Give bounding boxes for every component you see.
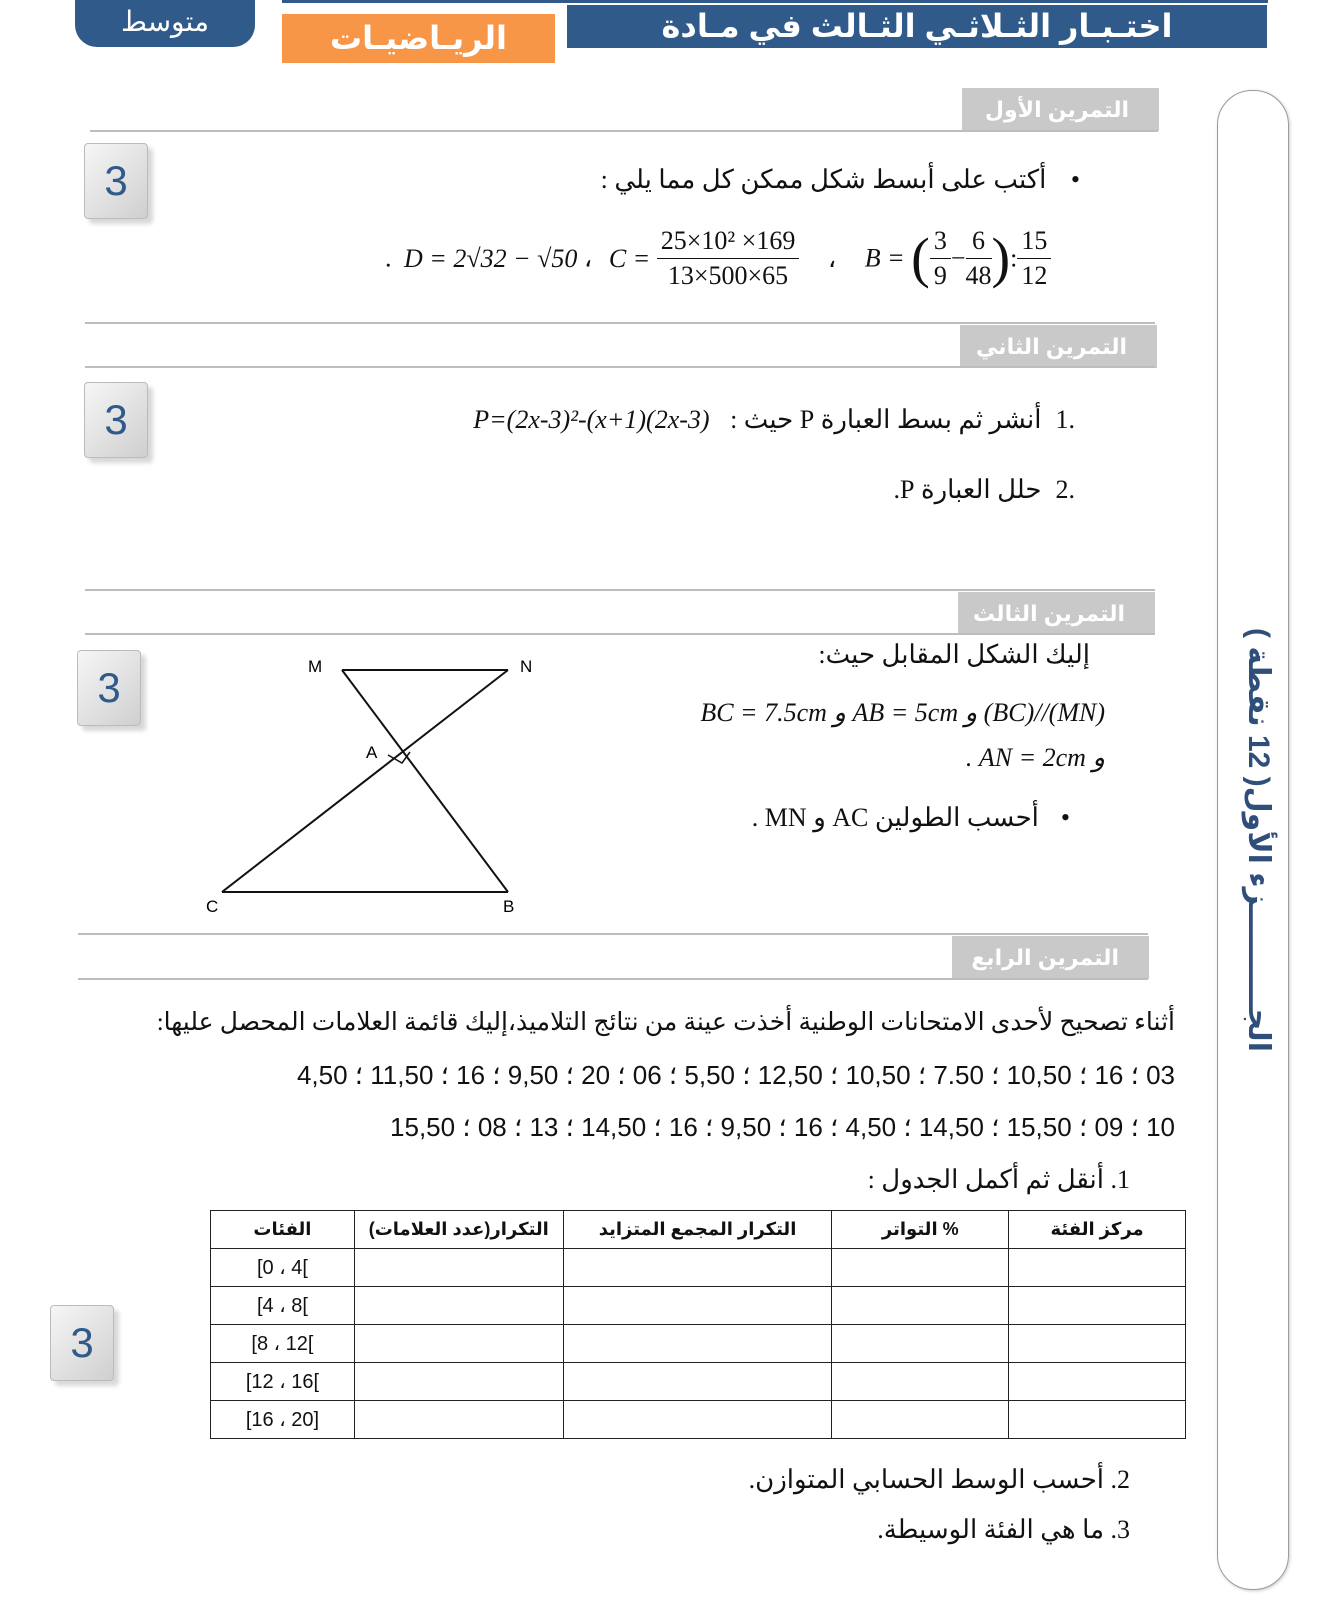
separator: ، (827, 243, 837, 273)
exercise1-score-badge (84, 143, 148, 219)
exercise3-top-rule (85, 589, 1155, 591)
exam-title: اختـبـار الثـلاثـي الثـالث في مـادة (567, 5, 1267, 48)
expr-D: D = 2√32 − √50 (404, 243, 578, 273)
exercise3-task: •أحسب الطولين AC و MN . (751, 803, 1070, 832)
expr-B-frac2: $\frac{6}{48}$ (965, 226, 992, 290)
exercise1-instruction: • أكتب على أبسط شكل ممكن كل مما يلي : (600, 165, 1080, 194)
colon: : (1010, 243, 1018, 273)
empty-cell[interactable] (563, 1249, 832, 1287)
end-dot: . (385, 243, 392, 273)
exercise2-q1: .1أنشر ثم بسط العبارة P حيث : P=(2x-3)²-(x+1)(2x-3) (473, 405, 1075, 434)
segment-MB (342, 670, 508, 892)
exercise4-intro: أثناء تصحيح لأحدى الامتحانات الوطنية أخذت عينة من نتائج التلاميذ،إليك قائمة العلامات المحصل عليها: (156, 1009, 1175, 1036)
table-header-row (211, 1211, 1186, 1249)
empty-cell[interactable] (354, 1249, 563, 1287)
separator: ، (583, 243, 593, 273)
expr-B-frac1: $\frac{3}{9}$ (930, 224, 951, 293)
empty-cell[interactable] (832, 1325, 1009, 1363)
expr-C-label: C = (608, 243, 651, 273)
exercise4-q1: 1. أنقل ثم أكمل الجدول : (867, 1165, 1130, 1194)
exercise1-rule (90, 130, 1158, 132)
subject-banner: الريـاضيـات (282, 14, 555, 63)
empty-cell[interactable] (354, 1401, 563, 1439)
exercise4-q2: 2. أحسب الوسط الحسابي المتوازن. (748, 1465, 1130, 1494)
empty-cell[interactable] (832, 1287, 1009, 1325)
paren-close: ) (991, 227, 1011, 290)
table-row (211, 1325, 1186, 1363)
exercise4-top-rule (78, 933, 1148, 935)
label-N: N (520, 657, 533, 676)
empty-cell[interactable] (354, 1325, 563, 1363)
expr-B-label: B = (864, 243, 905, 273)
table-row (211, 1287, 1186, 1325)
empty-cell[interactable] (832, 1401, 1009, 1439)
empty-cell[interactable] (354, 1287, 563, 1325)
exercise4-score: 3 (70, 1319, 94, 1366)
exercise3-rule (85, 633, 1155, 635)
label-A: A (366, 743, 378, 762)
segment-NC (222, 670, 508, 892)
expr-C-fraction: $\frac{\text{25×10² ×169}}{13\times 500\times 65}$ (657, 224, 800, 293)
empty-cell[interactable] (1009, 1287, 1186, 1325)
header-class: الفئات (211, 1211, 355, 1249)
exercise4-q3: 3. ما هي الفئة الوسيطة. (877, 1515, 1130, 1544)
level-badge: متوسط (75, 0, 255, 47)
header-relative: التواتر % (832, 1211, 1009, 1249)
empty-cell[interactable] (563, 1401, 832, 1439)
class-cell: [0 ، 4[ (211, 1249, 355, 1287)
frequency-table (210, 1210, 1186, 1439)
exercise2-top-rule (85, 322, 1155, 324)
table-row (211, 1401, 1186, 1439)
exercise3-given1: (MN)//(BC) و AB = 5cm و BC = 7.5cm (700, 698, 1105, 727)
exercise3-given2: و AN = 2cm . (965, 743, 1105, 772)
exercise2-q2: .2حلل العبارة P. (893, 475, 1075, 504)
header-frequency: التكرار(عدد العلامات) (354, 1211, 563, 1249)
grades-row-2: 10 ؛ 09 ؛ 15,50 ؛ 14,50 ؛ 4,50 ؛ 16 ؛ 9,50 ؛ 16 ؛ 14,50 ؛ 13 ؛ 08 ؛ 15,50 (390, 1112, 1175, 1142)
class-cell: [4 ، 8[ (211, 1287, 355, 1325)
empty-cell[interactable] (354, 1363, 563, 1401)
empty-cell[interactable] (1009, 1249, 1186, 1287)
table-row (211, 1249, 1186, 1287)
empty-cell[interactable] (1009, 1325, 1186, 1363)
exercise3-score-badge (77, 650, 141, 726)
minus-sign: − (950, 243, 966, 273)
grades-row-1: 03 ؛ 16 ؛ 10,50 ؛ 7.50 ؛ 10,50 ؛ 12,50 ؛ 5,50 ؛ 06 ؛ 20 ؛ 9,50 ؛ 16 ؛ 11,50 ؛ 4,50 (296, 1060, 1175, 1090)
exercise2-rule (85, 366, 1155, 368)
empty-cell[interactable] (832, 1363, 1009, 1401)
exercise3-heading: التمرين الثالث (958, 592, 1155, 635)
table-row (211, 1363, 1186, 1401)
header-cumulative: التكرار المجمع المتزايد (563, 1211, 832, 1249)
exercise3-score: 3 (97, 664, 121, 711)
expr-P: P=(2x-3)²-(x+1)(2x-3) (473, 405, 710, 434)
empty-cell[interactable] (832, 1249, 1009, 1287)
exercise4-score-badge (50, 1305, 114, 1381)
expr-B-frac3: $\frac{15}{12}$ (1017, 224, 1051, 293)
exercise4-rule (78, 978, 1148, 980)
empty-cell[interactable] (1009, 1401, 1186, 1439)
exercise3-intro: إليك الشكل المقابل حيث: (818, 640, 1090, 669)
empty-cell[interactable] (563, 1325, 832, 1363)
label-B: B (503, 897, 515, 916)
exercise1-heading: التمرين الأول (962, 88, 1159, 131)
part-label: الجــــــــــزء الأول( 12 نقطة ) (1242, 628, 1275, 1052)
exercise4-heading: التمرين الرابع (952, 936, 1149, 979)
empty-cell[interactable] (1009, 1363, 1186, 1401)
triangle-figure (190, 650, 550, 920)
label-M: M (308, 657, 323, 676)
exercise1-expressions (385, 224, 1075, 304)
class-cell: [8 ، 12[ (211, 1325, 355, 1363)
class-cell: [16 ، 20] (211, 1401, 355, 1439)
exercise2-heading: التمرين الثاني (960, 325, 1157, 368)
paren-open: ( (911, 227, 930, 290)
bullet-icon: • (1060, 803, 1070, 832)
header-center: مركز الفئة (1009, 1211, 1186, 1249)
exercise2-score: 3 (104, 396, 128, 443)
label-C: C (206, 897, 219, 916)
header-top-rule (282, 0, 1268, 3)
exercise1-score: 3 (104, 157, 128, 204)
bullet-icon: • (1070, 165, 1080, 194)
exercise2-score-badge (84, 382, 148, 458)
empty-cell[interactable] (563, 1287, 832, 1325)
class-cell: [12 ، 16[ (211, 1363, 355, 1401)
empty-cell[interactable] (563, 1363, 832, 1401)
